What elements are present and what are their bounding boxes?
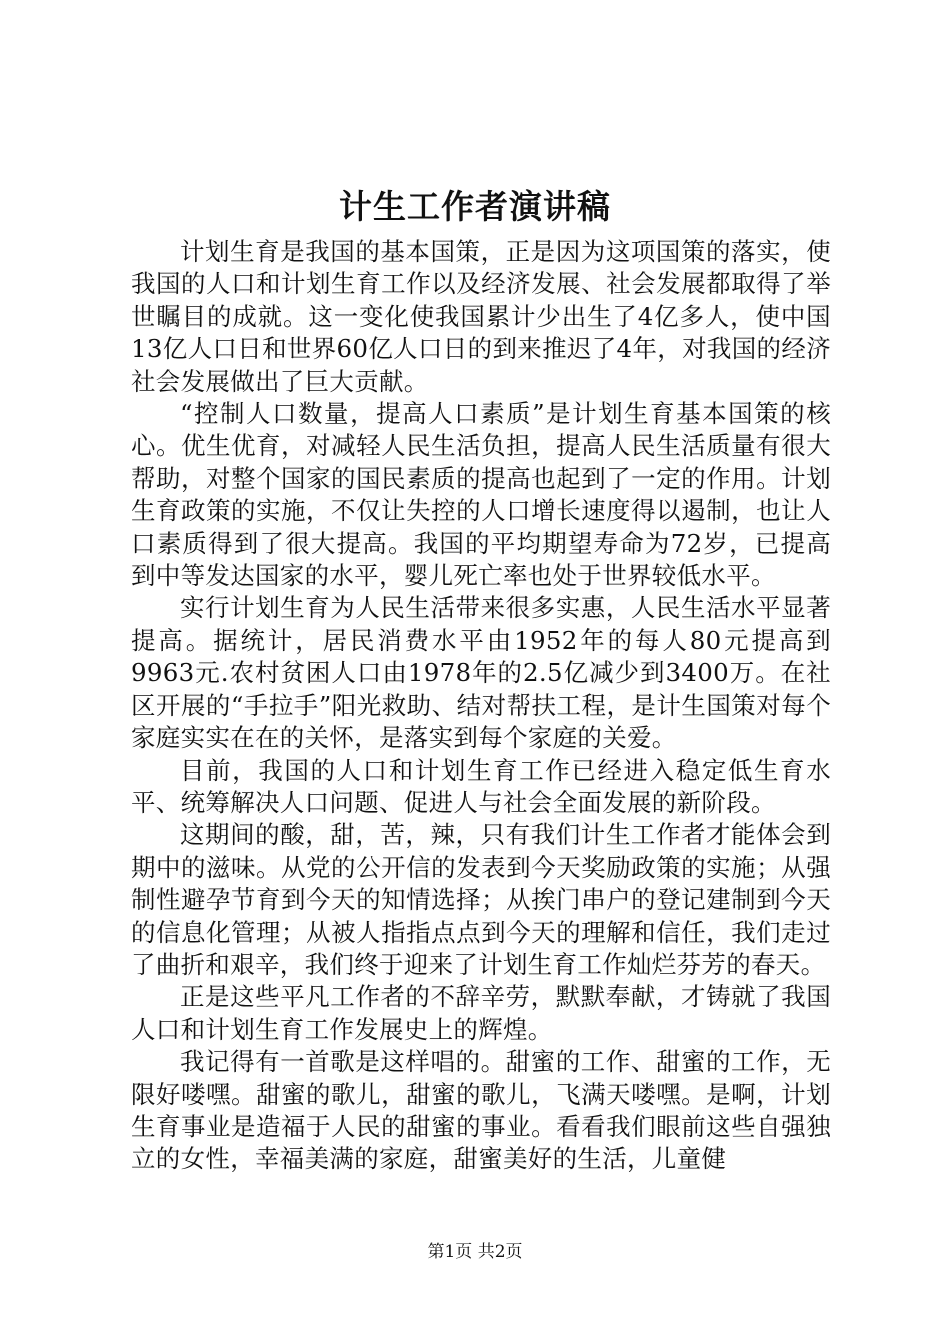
paragraph: “控制人口数量，提高人口素质”是计划生育基本国策的核心。优生优育，对减轻人民生活负担，提高人民生活质量有很大帮助，对整个国家的国民素质的提高也起到了一定的作用。计划生育政策的实施，不仅让失控的人口增长速度得以遏制，也让人口素质得到了很大提高。我国的平均期望寿命为72岁，已提高到中等发达国家的水平，婴儿死亡率也处于世界较低水平。 [131, 399, 831, 591]
page-number-footer: 第1页 共2页 [427, 1242, 523, 1262]
paragraph: 这期间的酸，甜，苦，辣，只有我们计生工作者才能体会到期中的滋味。从党的公开信的发表到今天奖励政策的实施；从强制性避孕节育到今天的知情选择；从挨门串户的登记建制到今天的信息化管理；从被人指指点点到今天的理解和信任，我们走过了曲折和艰辛，我们终于迎来了计划生育工作灿烂芬芳的春天。 [131, 820, 831, 979]
paragraph: 正是这些平凡工作者的不辞辛劳，默默奉献，才铸就了我国人口和计划生育工作发展史上的辉煌。 [131, 982, 831, 1044]
document-body [131, 236, 831, 1176]
document-title: 计生工作者演讲稿 [339, 187, 611, 226]
paragraph: 目前，我国的人口和计划生育工作已经进入稳定低生育水平、统筹解决人口问题、促进人与社会全面发展的新阶段。 [131, 755, 831, 817]
paragraph: 计划生育是我国的基本国策，正是因为这项国策的落实，使我国的人口和计划生育工作以及经济发展、社会发展都取得了举世瞩目的成就。这一变化使我国累计少出生了4亿多人，使中国13亿人口日和世界60亿人口日的到来推迟了4年，对我国的经济社会发展做出了巨大贡献。 [131, 237, 831, 396]
paragraph: 我记得有一首歌是这样唱的。甜蜜的工作、甜蜜的工作，无限好喽嘿。甜蜜的歌儿，甜蜜的歌儿，飞满天喽嘿。是啊，计划生育事业是造福于人民的甜蜜的事业。看看我们眼前这些自强独立的女性，幸福美满的家庭，甜蜜美好的生活，儿童健 [131, 1047, 831, 1174]
paragraph: 实行计划生育为人民生活带来很多实惠，人民生活水平显著提高。据统计，居民消费水平由1952年的每人80元提高到9963元.农村贫困人口由1978年的2.5亿减少到3400万。在社区开展的“手拉手”阳光救助、结对帮扶工程，是计生国策对每个家庭实实在在的关怀，是落实到每个家庭的关爱。 [131, 593, 831, 753]
